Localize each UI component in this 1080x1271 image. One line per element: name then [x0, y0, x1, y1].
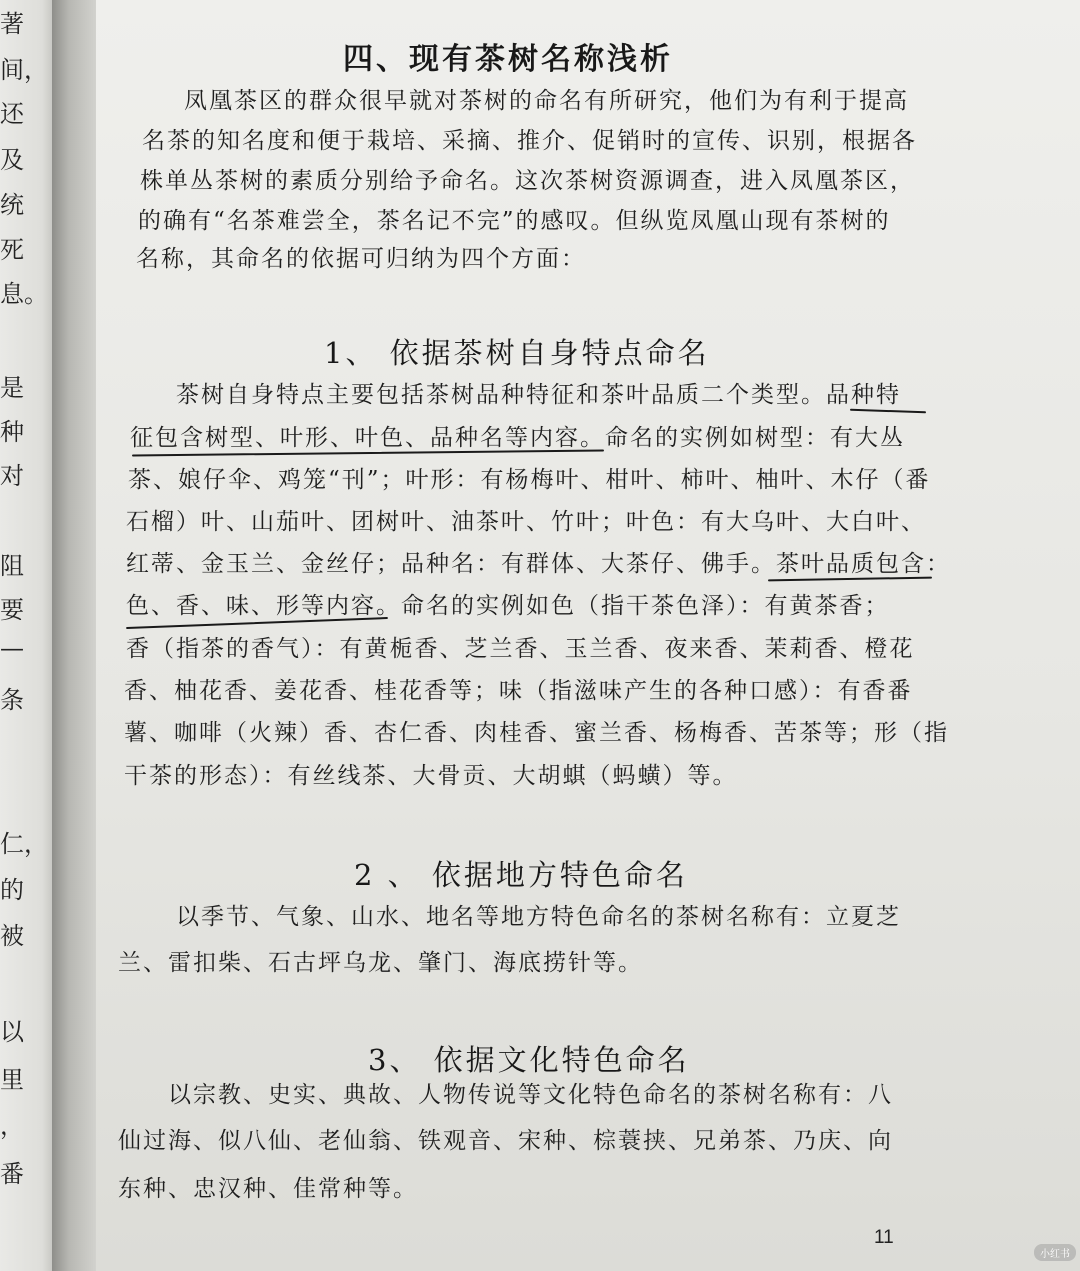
left-page-text: —	[0, 634, 24, 662]
intro-line: 的确有“名茶难尝全，茶名记不完”的感叹。但纵览凤凰山现有茶树的	[138, 208, 891, 234]
left-page-text: 要	[0, 596, 24, 624]
left-page-text: 仁，	[0, 830, 48, 858]
book-page	[96, 0, 1080, 1271]
section-line: 兰、雷扣柴、石古坪乌龙、肇门、海底捞针等。	[118, 950, 643, 976]
section-heading: 2 、 依据地方特色命名	[354, 858, 688, 892]
left-page-text: 间，	[0, 56, 48, 84]
intro-line: 名称，其命名的依据可归纳为四个方面：	[136, 246, 586, 272]
left-page-text: 里	[0, 1066, 24, 1094]
section-line: 干茶的形态）：有丝线茶、大骨贡、大胡蜞（蚂蟥）等。	[124, 763, 738, 789]
section-line: 茶树自身特点主要包括茶树品种特征和茶叶品质二个类型。品种特	[176, 382, 901, 408]
left-page-edge	[0, 0, 60, 1271]
section-heading: 1、 依据茶树自身特点命名	[324, 336, 710, 370]
section-heading: 3、 依据文化特色命名	[368, 1043, 690, 1077]
page-number: 11	[874, 1227, 894, 1248]
left-page-text: 种	[0, 418, 24, 446]
section-line: 征包含树型、叶形、叶色、品种名等内容。命名的实例如树型：有大丛	[130, 425, 905, 451]
intro-line: 名茶的知名度和便于栽培、采摘、推介、促销时的宣传、识别，根据各	[142, 128, 917, 154]
pen-underline	[850, 409, 926, 414]
section-line: 色、香、味、形等内容。命名的实例如色（指干茶色泽）：有黄茶香；	[126, 593, 890, 619]
section-line: 香（指茶的香气）：有黄栀香、芝兰香、玉兰香、夜来香、茉莉香、橙花	[126, 636, 915, 662]
left-page-text: 统	[0, 191, 24, 219]
section-line: 仙过海、似八仙、老仙翁、铁观音、宋种、棕蓑挟、兄弟茶、乃庆、向	[118, 1128, 893, 1154]
section-line: 石榴）叶、山茄叶、团树叶、油茶叶、竹叶；叶色：有大乌叶、大白叶、	[126, 509, 926, 535]
page-title: 四、现有茶树名称浅析	[343, 42, 673, 77]
section-line: 薯、咖啡（火辣）香、杏仁香、肉桂香、蜜兰香、杨梅香、苦茶等；形（指	[124, 720, 949, 746]
intro-line: 株单丛茶树的素质分别给予命名。这次茶树资源调查，进入凤凰茶区，	[140, 168, 915, 194]
left-page-text: 以	[0, 1018, 24, 1046]
section-line: 以季节、气象、山水、地名等地方特色命名的茶树名称有：立夏芝	[176, 904, 901, 930]
section-line: 以宗教、史实、典故、人物传说等文化特色命名的茶树名称有：八	[168, 1082, 893, 1108]
left-page-text: 阻	[0, 552, 24, 580]
left-page-text: 还	[0, 100, 24, 128]
left-page-text: 的	[0, 876, 24, 904]
left-page-text: 及	[0, 146, 24, 174]
section-line: 红蒂、金玉兰、金丝仔；品种名：有群体、大茶仔、佛手。茶叶品质包含：	[126, 551, 951, 577]
pen-underline	[768, 577, 932, 582]
left-page-text: ，	[0, 1112, 24, 1140]
left-page-text: 条	[0, 686, 24, 714]
left-page-text: 番	[0, 1160, 24, 1188]
left-page-text: 是	[0, 374, 24, 402]
watermark-badge: 小红书	[1034, 1244, 1076, 1261]
section-line: 茶、娘仔伞、鸡笼“刊”；叶形：有杨梅叶、柑叶、柿叶、柚叶、木仔（番	[128, 467, 931, 493]
section-line: 东种、忠汉种、佳常种等。	[118, 1176, 418, 1202]
left-page-text: 对	[0, 462, 24, 490]
left-page-text: 被	[0, 922, 24, 950]
intro-line: 凤凰茶区的群众很早就对茶树的命名有所研究，他们为有利于提高	[184, 88, 909, 114]
left-page-text: 著	[0, 10, 24, 38]
section-line: 香、柚花香、姜花香、桂花香等；味（指滋味产生的各种口感）：有香番	[124, 678, 913, 704]
book-gutter	[52, 0, 100, 1271]
left-page-text: 死	[0, 236, 24, 264]
left-page-text: 息。	[0, 280, 48, 308]
